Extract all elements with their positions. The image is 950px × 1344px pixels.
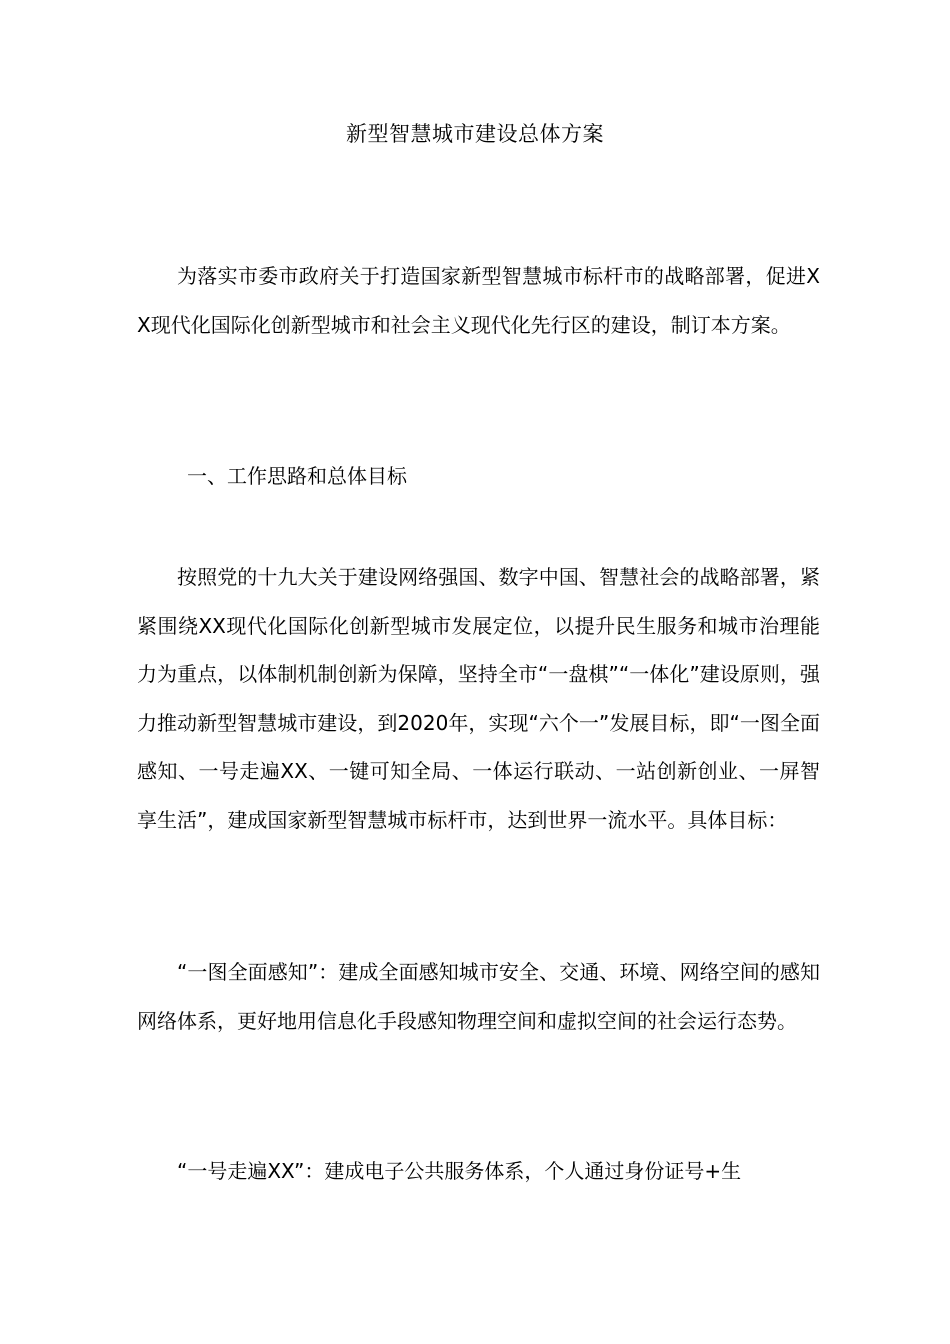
document-title: 新型智慧城市建设总体方案 (346, 122, 604, 146)
body-paragraph: “一号走遍XX”：建成电子公共服务体系，个人通过身份证号+生 (177, 1159, 742, 1183)
section-heading: 一、工作思路和总体目标 (187, 464, 407, 488)
body-paragraph: “一图全面感知”：建成全面感知城市安全、交通、环境、网络空间的感知网络体系，更好地用信息化手段感知物理空间和虚拟空间的社会运行态势。 (137, 960, 820, 1033)
intro-paragraph: 为落实市委市政府关于打造国家新型智慧城市标杆市的战略部署，促进XX现代化国际化创新型城市和社会主义现代化先行区的建设，制订本方案。 (137, 264, 820, 337)
body-paragraph: 按照党的十九大关于建设网络强国、数字中国、智慧社会的战略部署，紧紧围绕XX现代化国际化创新型城市发展定位，以提升民生服务和城市治理能力为重点，以体制机制创新为保障，坚持全市“一盘棋”“一体化”建设原则，强力推动新型智慧城市建设，到2020年，实现“六个一”发展目标，即“一图全面感知、一号走遍XX、一键可知全局、一体运行联动、一站创新创业、一屏智享生活”，建成国家新型智慧城市标杆市，达到世界一流水平。具体目标： (137, 565, 820, 832)
